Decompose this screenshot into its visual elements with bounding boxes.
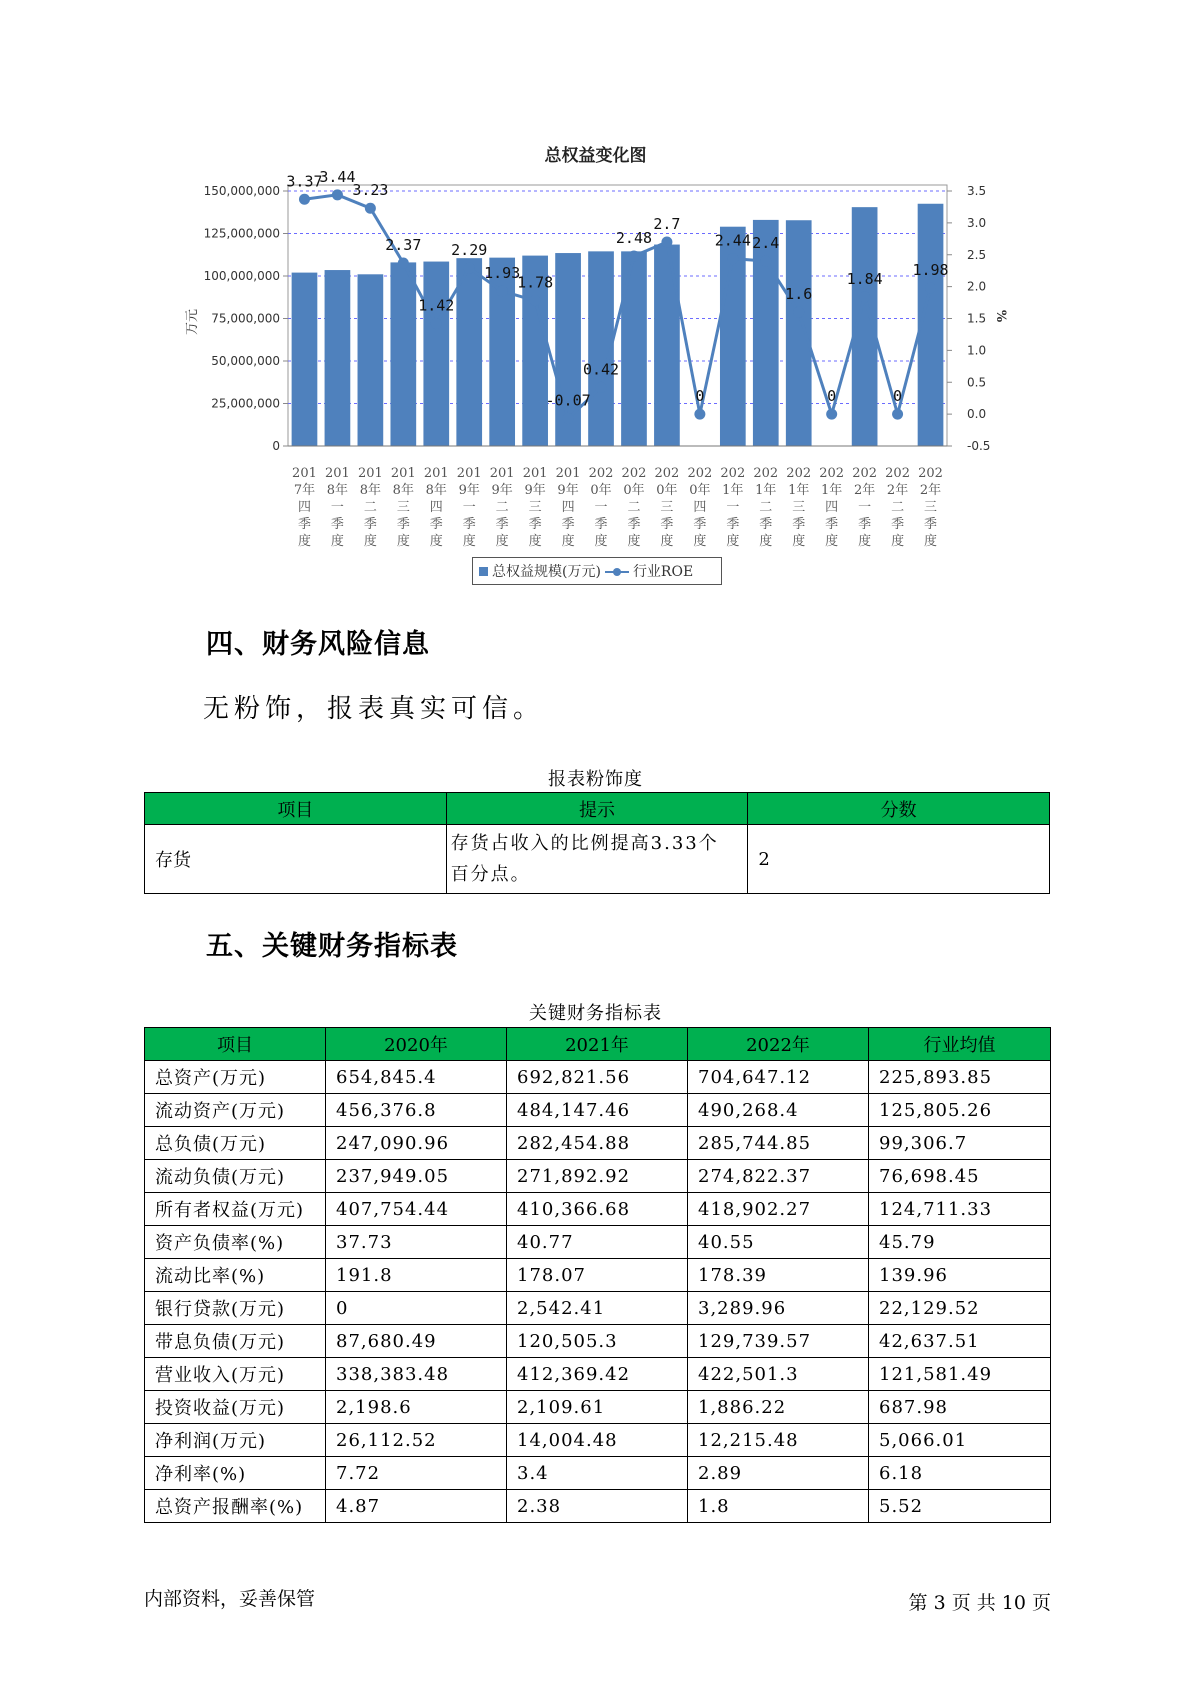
x-tick-label: 三 [660,500,674,515]
y-tick-label: 75,000,000 [211,311,280,326]
legend-line-label: 行业ROE [632,564,694,580]
table-cell: 12,215.48 [688,1424,869,1457]
header-cell: 项目 [145,1028,326,1061]
bar [456,258,482,446]
y2-axis-title: % [993,309,1008,323]
y-tick-label: 125,000,000 [203,226,280,241]
roe-point [661,237,672,248]
bar [358,274,384,446]
x-tick-label: 0年 [689,483,711,498]
x-tick-label: 三 [396,500,410,515]
x-tick-label: 二 [759,500,773,515]
kpi-table [144,1027,1051,1523]
row-label: 所有者权益(万元) [145,1193,326,1226]
x-tick-label: 季 [825,517,839,532]
roe-point [563,413,574,424]
x-tick-label: 0年 [590,483,612,498]
page-number: 第 3 页 共 10 页 [908,1592,1051,1614]
table-cell: 37.73 [326,1226,507,1259]
table-cell: 5.52 [869,1490,1051,1523]
x-tick-label: 1年 [722,483,744,498]
table-row [145,1094,1051,1127]
roe-point [398,258,409,269]
y2-tick-label: 1.5 [967,311,987,326]
x-tick-label: 度 [924,534,938,549]
x-tick-label: 三 [792,500,806,515]
roe-point [760,256,771,267]
x-tick-label: 202 [885,466,910,481]
x-tick-label: 度 [891,534,905,549]
x-tick-label: 度 [726,534,740,549]
kpi-table-header [145,1028,1051,1061]
x-tick-label: 202 [786,466,812,481]
table-row [145,825,1050,894]
x-tick-label: 一 [462,500,476,515]
x-tick-label: 1年 [755,483,777,498]
table-row [145,1193,1051,1226]
x-tick-label: 9年 [557,483,579,498]
roe-point [464,263,475,274]
bar [753,220,779,446]
table-cell: 26,112.52 [326,1424,507,1457]
header-cell: 2021年 [507,1028,688,1061]
roe-data-label: 1.78 [517,273,554,292]
table-row [145,1259,1051,1292]
roe-point [530,295,541,306]
header-cell: 2022年 [688,1028,869,1061]
roe-data-label: -0.07 [545,391,591,410]
y-tick-label: 100,000,000 [203,269,280,283]
equity-chart [0,0,1191,560]
section5-heading: 五、关键财务指标表 [206,931,458,962]
x-tick-label: 201 [456,466,482,481]
x-tick-label: 度 [759,534,773,549]
table-cell: 456,376.8 [326,1094,507,1127]
x-tick-label: 二 [363,500,377,515]
table-cell: 418,902.27 [688,1193,869,1226]
table-cell: 407,754.44 [326,1193,507,1226]
roe-data-label: 1.84 [846,269,883,288]
table-row [145,1325,1051,1358]
roe-point [596,382,607,393]
x-tick-label: 202 [753,466,779,481]
table-cell: 2.38 [507,1490,688,1523]
x-tick-label: 季 [858,517,872,532]
roe-point [925,282,936,293]
x-tick-label: 四 [429,500,443,515]
x-tick-label: 202 [918,466,943,481]
table-cell: 99,306.7 [869,1127,1051,1160]
x-tick-label: 201 [325,466,350,481]
x-tick-label: 度 [297,534,311,549]
table-cell: 1.8 [688,1490,869,1523]
plot-area [288,185,947,446]
x-tick-label: 季 [561,517,575,532]
table-cell: 247,090.96 [326,1127,507,1160]
x-tick-label: 201 [423,466,449,481]
chart-legend [472,557,722,585]
roe-data-label: 3.44 [319,167,356,186]
table-cell: 4.87 [326,1490,507,1523]
x-tick-label: 四 [297,500,311,515]
roe-data-label: 3.23 [352,181,389,200]
header-cell: 提示 [446,793,748,825]
roe-data-label: 2.29 [451,241,488,260]
table-cell: 0 [326,1292,507,1325]
x-tick-label: 201 [357,466,383,481]
table-cell: 237,949.05 [326,1160,507,1193]
table-cell: 412,369.42 [507,1358,688,1391]
x-tick-label: 度 [330,534,344,549]
table-row [145,1424,1051,1457]
x-tick-label: 度 [858,534,872,549]
roe-data-label: 0 [695,387,705,406]
table-cell: 178.39 [688,1259,869,1292]
header-cell: 项目 [145,793,447,825]
table-cell: 282,454.88 [507,1127,688,1160]
x-tick-label: 二 [891,500,905,515]
table-cell: 687.98 [869,1391,1051,1424]
x-tick-label: 四 [825,500,839,515]
risk-table [144,792,1050,894]
x-tick-label: 三 [924,500,938,515]
row-label: 投资收益(万元) [145,1391,326,1424]
table-cell: 125,805.26 [869,1094,1051,1127]
x-tick-label: 201 [489,466,515,481]
legend-bar-label: 总权益规模(万元) [492,564,601,580]
table-row [145,1457,1051,1490]
roe-point [299,194,310,205]
table-cell: 42,637.51 [869,1325,1051,1358]
table-cell: 40.77 [507,1226,688,1259]
roe-point [332,189,343,200]
table-row [145,1391,1051,1424]
x-tick-label: 季 [792,517,806,532]
x-tick-label: 度 [792,534,806,549]
y-tick-label: 50,000,000 [211,354,280,368]
x-tick-label: 8年 [359,483,382,498]
table-cell: 87,680.49 [326,1325,507,1358]
footer-note: 内部资料，妥善保管 [144,1588,316,1610]
x-tick-label: 季 [462,517,476,532]
table-cell: 410,366.68 [507,1193,688,1226]
roe-data-label: 2.37 [385,236,422,255]
x-tick-label: 一 [726,500,740,515]
row-label: 银行贷款(万元) [145,1292,326,1325]
table-cell: 124,711.33 [869,1193,1051,1226]
risk-table-caption: 报表粉饰度 [548,769,643,790]
table-row [145,1226,1051,1259]
x-tick-label: 一 [330,500,344,515]
y2-tick-label: 2.0 [967,279,987,294]
x-tick-label: 1年 [821,483,843,498]
y2-tick-label: -0.5 [967,439,991,453]
row-label: 总资产(万元) [145,1061,326,1094]
row-label: 资产负债率(%) [145,1226,326,1259]
roe-point [694,409,705,420]
table-cell: 1,886.22 [688,1391,869,1424]
x-tick-label: 202 [588,466,614,481]
x-tick-label: 季 [429,517,443,532]
table-cell: 120,505.3 [507,1325,688,1358]
row-label: 流动资产(万元) [145,1094,326,1127]
table-cell: 3.4 [507,1457,688,1490]
x-tick-label: 201 [555,466,581,481]
table-row [145,1358,1051,1391]
y2-tick-label: 2.5 [967,247,987,262]
x-tick-label: 二 [627,500,641,515]
header-cell: 2020年 [326,1028,507,1061]
x-tick-label: 9年 [458,483,480,498]
row-label: 净利率(%) [145,1457,326,1490]
roe-point [431,318,442,329]
y2-tick-label: 0.5 [967,375,987,390]
x-tick-label: 度 [825,534,839,549]
roe-data-label: 2.44 [714,231,751,250]
roe-data-label: 2.4 [752,234,780,253]
row-label: 净利润(万元) [145,1424,326,1457]
x-tick-label: 度 [660,534,674,549]
table-cell: 139.96 [869,1259,1051,1292]
roe-point [497,286,508,297]
table-row [145,1490,1051,1523]
x-tick-label: 202 [819,466,845,481]
table-cell: 271,892.92 [507,1160,688,1193]
x-tick-label: 度 [462,534,476,549]
x-tick-label: 2年 [886,483,909,498]
table-cell: 76,698.45 [869,1160,1051,1193]
table-cell: 191.8 [326,1259,507,1292]
bar [654,245,680,446]
table-cell: 2,198.6 [326,1391,507,1424]
y-tick-label: 0 [272,439,280,453]
x-tick-label: 201 [292,466,317,481]
legend-bar-swatch [479,567,488,576]
x-tick-label: 季 [693,517,707,532]
x-tick-label: 一 [594,500,608,515]
roe-data-label: 0.42 [582,360,620,379]
x-tick-label: 季 [528,517,542,532]
table-cell: 704,647.12 [688,1061,869,1094]
table-cell: 40.55 [688,1226,869,1259]
risk-hint: 存货占收入的比例提高3.33个百分点。 [446,825,748,894]
x-tick-label: 202 [621,466,647,481]
x-tick-label: 度 [429,534,443,549]
table-row [145,1160,1051,1193]
chart-title: 总权益变化图 [544,146,647,166]
x-tick-label: 度 [528,534,542,549]
header-cell: 行业均值 [869,1028,1051,1061]
kpi-table-caption: 关键财务指标表 [529,1003,662,1024]
x-tick-label: 度 [594,534,608,549]
roe-data-label: 2.7 [653,215,681,233]
table-cell: 14,004.48 [507,1424,688,1457]
table-cell: 274,822.37 [688,1160,869,1193]
x-tick-label: 度 [561,534,575,549]
y2-tick-label: 3.5 [967,184,987,198]
x-tick-label: 季 [627,517,641,532]
row-label: 流动比率(%) [145,1259,326,1292]
table-cell: 692,821.56 [507,1061,688,1094]
table-cell: 654,845.4 [326,1061,507,1094]
x-tick-label: 202 [654,466,680,481]
header-cell: 分数 [748,793,1050,825]
y2-tick-label: 3.0 [967,215,987,230]
legend-line-swatch [605,567,629,576]
x-tick-label: 季 [330,517,344,532]
table-cell: 22,129.52 [869,1292,1051,1325]
roe-point [859,291,870,302]
row-label: 流动负债(万元) [145,1160,326,1193]
risk-score: 2 [748,825,1050,894]
risk-item: 存货 [145,825,447,894]
x-tick-label: 二 [495,500,509,515]
x-tick-label: 0年 [656,483,678,498]
table-cell: 7.72 [326,1457,507,1490]
x-tick-label: 202 [687,466,713,481]
table-row [145,1292,1051,1325]
x-tick-label: 8年 [425,483,447,498]
section4-heading: 四、财务风险信息 [206,629,430,660]
row-label: 营业收入(万元) [145,1358,326,1391]
x-tick-label: 季 [297,517,311,532]
x-tick-label: 1年 [788,483,810,498]
x-tick-label: 2年 [919,483,942,498]
y-axis-title: 万元 [185,308,200,336]
roe-data-label: 1.93 [484,264,521,283]
table-row [145,1061,1051,1094]
roe-data-label: 1.6 [785,285,813,304]
table-cell: 225,893.85 [869,1061,1051,1094]
bar [786,220,812,446]
table-cell: 129,739.57 [688,1325,869,1358]
x-tick-label: 201 [390,466,416,481]
roe-point [892,409,903,420]
roe-data-label: 2.48 [615,229,653,248]
x-tick-label: 季 [396,517,410,532]
x-tick-label: 季 [495,517,509,532]
x-tick-label: 度 [495,534,509,549]
table-row [145,1127,1051,1160]
table-cell: 6.18 [869,1457,1051,1490]
table-cell: 45.79 [869,1226,1051,1259]
x-tick-label: 9年 [491,483,513,498]
roe-data-label: 1.98 [912,260,949,279]
bar [621,251,647,446]
x-tick-label: 202 [852,466,878,481]
roe-point [793,307,804,318]
risk-table-header [145,793,1050,825]
x-tick-label: 季 [660,517,674,532]
x-tick-label: 201 [522,466,548,481]
x-tick-label: 202 [720,466,746,481]
roe-data-label: 3.37 [286,172,323,191]
x-tick-label: 季 [924,517,938,532]
bar [325,270,351,446]
x-tick-label: 度 [627,534,641,549]
x-tick-label: 季 [891,517,905,532]
roe-point [365,203,376,214]
roe-data-label: 1.42 [418,296,455,315]
roe-data-label: 0 [827,387,837,406]
x-tick-label: 三 [528,500,542,515]
x-tick-label: 四 [561,500,575,515]
x-tick-label: 一 [858,500,872,515]
roe-point [826,409,837,420]
y2-tick-label: 0.0 [967,407,987,422]
x-tick-label: 0年 [623,483,645,498]
x-tick-label: 9年 [524,483,546,498]
bar [292,273,318,446]
roe-point [628,251,639,262]
y-tick-label: 25,000,000 [211,396,280,411]
table-cell: 2.89 [688,1457,869,1490]
x-tick-label: 度 [693,534,707,549]
row-label: 带息负债(万元) [145,1325,326,1358]
bar [390,262,416,446]
x-tick-label: 季 [594,517,608,532]
roe-point [727,253,738,264]
table-cell: 484,147.46 [507,1094,688,1127]
table-cell: 285,744.85 [688,1127,869,1160]
roe-data-label: 0 [893,387,903,406]
table-cell: 121,581.49 [869,1358,1051,1391]
table-cell: 2,109.61 [507,1391,688,1424]
section4-text: 无粉饰，报表真实可信。 [203,694,545,724]
x-tick-label: 季 [363,517,377,532]
x-tick-label: 季 [759,517,773,532]
table-cell: 338,383.48 [326,1358,507,1391]
x-tick-label: 季 [726,517,740,532]
y2-tick-label: 1.0 [967,343,987,358]
x-tick-label: 四 [693,500,707,515]
x-tick-label: 2年 [853,483,876,498]
row-label: 总资产报酬率(%) [145,1490,326,1523]
x-tick-label: 度 [363,534,377,549]
table-cell: 3,289.96 [688,1292,869,1325]
table-cell: 5,066.01 [869,1424,1051,1457]
row-label: 总负债(万元) [145,1127,326,1160]
table-cell: 2,542.41 [507,1292,688,1325]
table-cell: 178.07 [507,1259,688,1292]
x-tick-label: 8年 [326,483,349,498]
x-tick-label: 7年 [293,483,316,498]
x-tick-label: 8年 [392,483,414,498]
y-tick-label: 150,000,000 [203,184,280,198]
x-tick-label: 度 [396,534,410,549]
table-cell: 422,501.3 [688,1358,869,1391]
table-cell: 490,268.4 [688,1094,869,1127]
bar [423,262,449,446]
